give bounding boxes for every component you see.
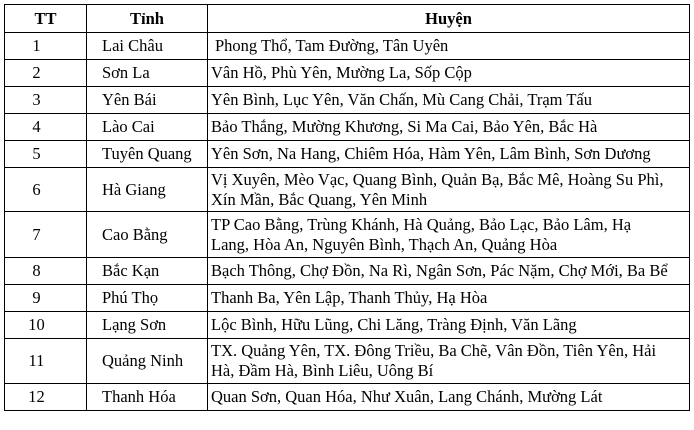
table-row	[5, 33, 690, 60]
table-row	[5, 141, 690, 168]
row-number: 6	[5, 168, 87, 212]
header-tinh: Tỉnh	[87, 5, 208, 33]
district-line: Yên Bình, Lục Yên, Văn Chấn, Mù Cang Chải, Trạm Tấu	[211, 90, 592, 109]
table-row	[5, 60, 690, 87]
table-row	[5, 258, 690, 285]
row-number: 2	[5, 60, 87, 87]
district-line: Vị Xuyên, Mèo Vạc, Quang Bình, Quản Bạ, Bắc Mê, Hoàng Su Phì,	[211, 169, 664, 189]
district-line: Bạch Thông, Chợ Đồn, Na Rì, Ngân Sơn, Pác Nặm, Chợ Mới, Ba Bể	[211, 261, 668, 280]
table-row	[5, 339, 690, 384]
header-huyen: Huyện	[208, 5, 690, 33]
province-name: Bắc Kạn	[87, 258, 208, 285]
province-name: Lào Cai	[87, 114, 208, 141]
province-name: Sơn La	[87, 60, 208, 87]
table-row	[5, 114, 690, 141]
row-number: 12	[5, 384, 87, 411]
province-name: Thanh Hóa	[87, 384, 208, 411]
table-row	[5, 87, 690, 114]
district-list	[208, 285, 690, 312]
district-list	[208, 339, 690, 384]
district-line: TX. Quảng Yên, TX. Đông Triều, Ba Chẽ, Vân Đồn, Tiên Yên, Hải	[211, 341, 657, 360]
row-number: 11	[5, 339, 87, 384]
header-row	[5, 5, 690, 33]
district-line: Lộc Bình, Hữu Lũng, Chi Lăng, Tràng Định, Văn Lãng	[211, 315, 577, 334]
district-list	[208, 60, 690, 87]
province-name: Lạng Sơn	[87, 312, 208, 339]
table-row	[5, 285, 690, 312]
row-number: 8	[5, 258, 87, 285]
table-row	[5, 168, 690, 212]
province-name: Quảng Ninh	[87, 339, 208, 384]
province-name: Tuyên Quang	[87, 141, 208, 168]
district-list	[208, 33, 690, 60]
district-list	[208, 168, 690, 212]
table-row	[5, 212, 690, 258]
district-line: Lang, Hòa An, Nguyên Bình, Thạch An, Quảng Hòa	[211, 234, 558, 254]
district-list	[208, 212, 690, 258]
row-number: 10	[5, 312, 87, 339]
row-number: 9	[5, 285, 87, 312]
district-line: Thanh Ba, Yên Lập, Thanh Thủy, Hạ Hòa	[211, 288, 488, 307]
district-line: Phong Thổ, Tam Đường, Tân Uyên	[215, 36, 449, 55]
row-number: 5	[5, 141, 87, 168]
district-list	[208, 312, 690, 339]
district-line: Bảo Thắng, Mường Khương, Si Ma Cai, Bảo Yên, Bắc Hà	[211, 117, 598, 136]
row-number: 4	[5, 114, 87, 141]
province-name: Lai Châu	[87, 33, 208, 60]
district-line: Hà, Đầm Hà, Bình Liêu, Uông Bí	[211, 361, 434, 380]
district-list	[208, 114, 690, 141]
district-line: Vân Hồ, Phù Yên, Mường La, Sốp Cộp	[211, 63, 472, 82]
province-name: Hà Giang	[87, 168, 208, 212]
district-list	[208, 87, 690, 114]
row-number: 3	[5, 87, 87, 114]
district-line: Yên Sơn, Na Hang, Chiêm Hóa, Hàm Yên, Lâm Bình, Sơn Dương	[211, 144, 651, 163]
district-line: Quan Sơn, Quan Hóa, Như Xuân, Lang Chánh, Mường Lát	[211, 387, 603, 406]
district-line: TP Cao Bằng, Trùng Khánh, Hà Quảng, Bảo Lạc, Bảo Lâm, Hạ	[211, 214, 632, 234]
province-name: Phú Thọ	[87, 285, 208, 312]
province-name: Cao Bằng	[87, 212, 208, 258]
district-table	[4, 4, 690, 411]
district-line: Xín Mần, Bắc Quang, Yên Minh	[211, 189, 428, 209]
province-name: Yên Bái	[87, 87, 208, 114]
district-list	[208, 384, 690, 411]
table-row	[5, 384, 690, 411]
row-number: 7	[5, 212, 87, 258]
row-number: 1	[5, 33, 87, 60]
header-tt: TT	[5, 5, 87, 33]
table-row	[5, 312, 690, 339]
district-list	[208, 141, 690, 168]
district-list	[208, 258, 690, 285]
